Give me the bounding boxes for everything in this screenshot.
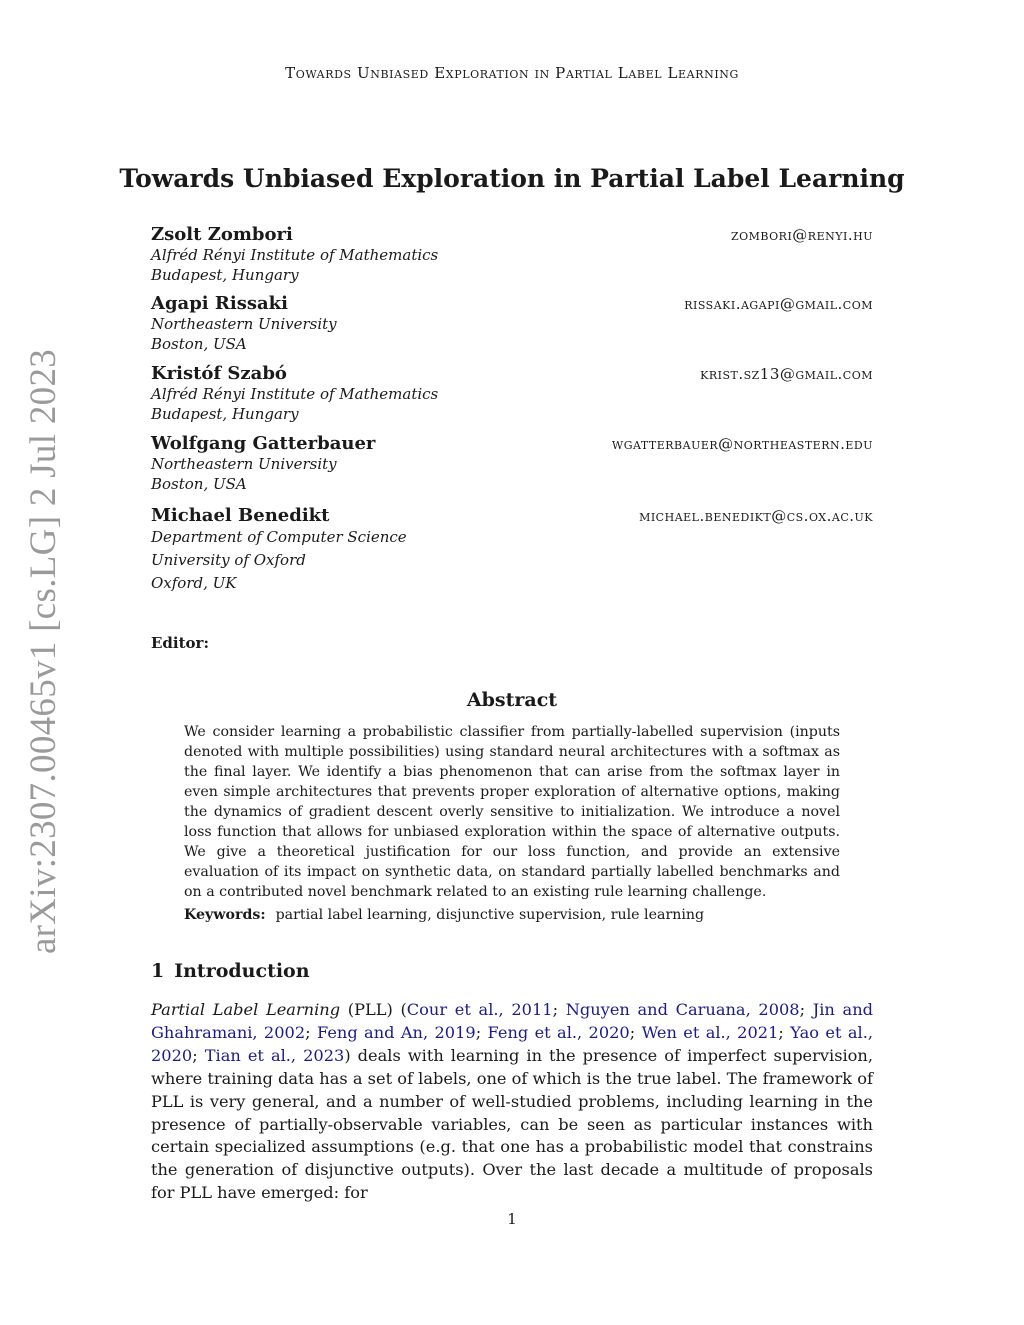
author-email: rissaki.agapi@gmail.com (684, 295, 873, 313)
author-location: Oxford, UK (151, 574, 237, 592)
citation-link[interactable]: Yao et al., 2020 (151, 1022, 873, 1065)
keywords-text: partial label learning, disjunctive supervision, rule learning (275, 907, 705, 923)
author-block (151, 224, 873, 285)
keywords (184, 907, 840, 923)
intro-term: Partial Label Learning (151, 1000, 341, 1019)
citation-link[interactable]: Cour et al., 2011 (406, 1000, 553, 1019)
author-block (151, 433, 873, 494)
author-block (151, 363, 873, 424)
author-name: Wolfgang Gatterbauer (151, 433, 376, 454)
citation-link[interactable]: Feng and An, 2019 (316, 1022, 476, 1042)
author-affiliation: Department of Computer Science (151, 528, 407, 546)
author-affiliation: Alfréd Rényi Institute of Mathematics (151, 246, 439, 264)
author-location: Boston, USA (151, 335, 247, 353)
author-location: Budapest, Hungary (151, 405, 299, 423)
author-email: michael.benedikt@cs.ox.ac.uk (639, 507, 873, 525)
author-affiliation: Northeastern University (151, 315, 337, 333)
citation-link[interactable]: Wen et al., 2021 (641, 1022, 779, 1042)
author-location: Budapest, Hungary (151, 266, 299, 284)
author-affiliation: Alfréd Rényi Institute of Mathematics (151, 385, 439, 403)
author-name: Agapi Rissaki (151, 293, 288, 314)
author-name: Zsolt Zombori (151, 224, 293, 245)
arxiv-identifier: arXiv:2307.00465v1 [cs.LG] 2 Jul 2023 (23, 348, 65, 954)
paper-title: Towards Unbiased Exploration in Partial Label Learning (119, 164, 905, 193)
citation-link[interactable]: Nguyen and Caruana, 2008 (565, 1000, 800, 1019)
section-heading (151, 960, 310, 982)
author-name: Kristóf Szabó (151, 363, 287, 384)
editor-label: Editor: (151, 634, 209, 652)
page-number: 1 (507, 1210, 517, 1228)
intro-text: (PLL) ( (340, 1000, 407, 1019)
author-block (151, 293, 873, 354)
citation-link[interactable]: Tian et al., 2023 (204, 1045, 345, 1065)
author-block (151, 505, 873, 595)
section-title: Introduction (174, 960, 310, 982)
intro-text: ) deals with learning in the presence of imperfect supervision, where training data has a set of labels, one of which is the true label. The framework of PLL is very general, and a number of well-studied problems, including learning in the presence of partially-observable variables, can be seen as particular instances with certain specialized assumptions (e.g. that one has a probabilistic model that constrains the generation of disjunctive outputs). Over the last decade a multitude of proposals for PLL have emerged: for (151, 1045, 873, 1203)
citation-link[interactable]: Feng et al., 2020 (487, 1022, 630, 1042)
citation-link[interactable]: Jin and Ghahramani, 2002 (151, 1000, 873, 1042)
author-name: Michael Benedikt (151, 505, 330, 526)
author-email: krist.sz13@gmail.com (700, 365, 873, 383)
author-location: Boston, USA (151, 475, 247, 493)
keywords-label: Keywords: (184, 907, 266, 923)
section-number: 1 (151, 960, 165, 982)
abstract-text: We consider learning a probabilistic classifier from partially-labelled supervision (inputs denoted with multiple possibilities) using standard neural architectures with a softmax as the final layer. We identify a bias phenomenon that can arise from the softmax layer in even simple architectures that prevents proper exploration of alternative options, making the dynamics of gradient descent overly sensitive to initialization. We introduce a novel loss function that allows for unbiased exploration within the space of alternative outputs. We give a theoretical justification for our loss function, and provide an extensive evaluation of its impact on synthetic data, on standard partially labelled benchmarks and on a contributed novel benchmark related to an existing rule learning challenge. (184, 724, 840, 900)
author-affiliation: University of Oxford (151, 551, 306, 569)
author-affiliation: Northeastern University (151, 455, 337, 473)
running-head: Towards Unbiased Exploration in Partial Label Learning (285, 64, 739, 82)
abstract-heading: Abstract (466, 689, 558, 711)
arxiv-stamp (20, 348, 68, 954)
author-email: zombori@renyi.hu (730, 226, 873, 244)
intro-paragraph: Partial Label Learning (PLL) (Cour et al., 2011; Nguyen and Caruana, 2008; Jin and Ghahramani, 2002; Feng and An, 2019; Feng et al., 2020; Wen et al., 2021; Yao et al., 2020; Tian et al., 2023) deals with learning in the presence of imperfect supervision, where training data has a set of labels, one of which is the true label. The framework of PLL is very general, and a number of well-studied problems, including learning in the presence of partially-observable variables, can be seen as particular instances with certain specialized assumptions (e.g. that one has a probabilistic model that constrains the generation of disjunctive outputs). Over the last decade a multitude of proposals for PLL have emerged: for (151, 1000, 873, 1203)
author-email: wgatterbauer@northeastern.edu (611, 435, 873, 453)
